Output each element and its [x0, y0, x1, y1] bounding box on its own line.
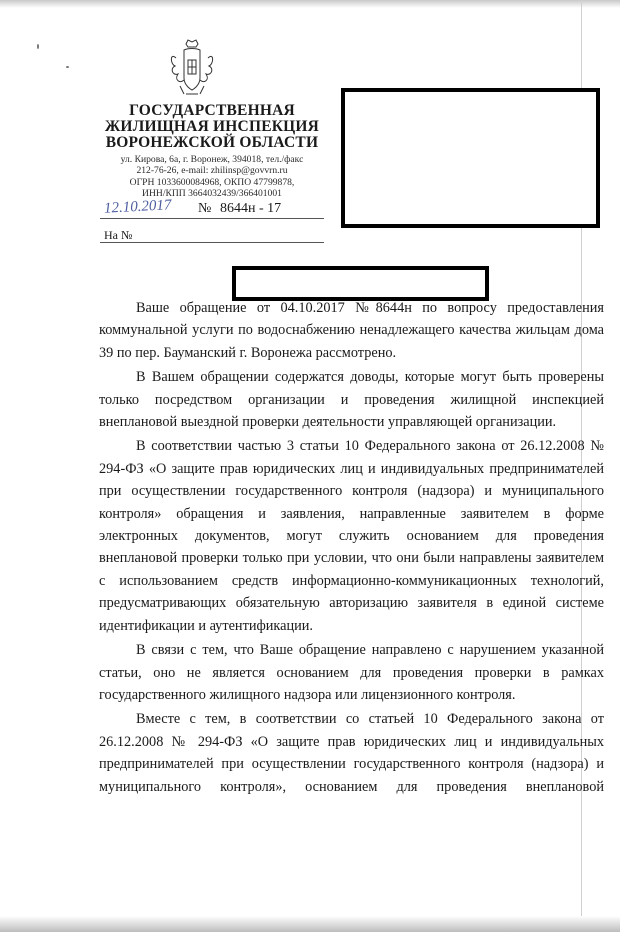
registration-number: 8644н - 17 [220, 201, 282, 216]
organization-name-line: ВОРОНЕЖСКОЙ ОБЛАСТИ [105, 134, 319, 151]
reply-to-label: На № [104, 228, 133, 242]
body-paragraph: В соответствии частью 3 статьи 10 Федерального закона от 26.12.2008 № 294-ФЗ «О защите прав юридических лиц и индивидуальных предпринимателей при осуществлении государственного контроля (надзора) и муниципального контроля» обращения и заявления, направленные заявителем в форме электронных документов, могут служить основанием для проведения внеплановой проверки только при условии, что они были направлены заявителем с использованием средств информационно-коммуникационных технологий, предусматривающих обязательную авторизацию заявителя в единой системе идентификации и аутентификации. [99, 438, 604, 634]
reply-to-line [100, 228, 324, 243]
ogrn-okpo-line: ОГРН 1033600084968, ОКПО 47799878, [129, 176, 295, 188]
scan-bottom-edge [0, 916, 620, 932]
redacted-salutation-block [232, 266, 489, 301]
scan-top-edge [0, 0, 620, 8]
handwritten-date: 12.10.2017 [103, 197, 172, 217]
registration-number-label: № [198, 201, 212, 216]
coat-of-arms-icon [166, 38, 218, 100]
phone-email-line: 212-76-26, e-mail: zhilinsp@govvrn.ru [136, 165, 288, 177]
registration-line [100, 197, 324, 219]
address-line: ул. Кирова, 6а, г. Воронеж, 394018, тел./факс [120, 154, 304, 165]
organization-name [92, 103, 332, 151]
body-paragraph: В Вашем обращении содержатся доводы, которые могут быть проверены только посредством организации и проведения жилищной инспекцией внеплановой выездной проверки деятельности управляющей организации. [99, 369, 604, 431]
scan-speck [37, 44, 39, 49]
organization-name-line: ЖИЛИЩНАЯ ИНСПЕКЦИЯ [104, 118, 320, 135]
inn-kpp-line: ИНН/КПП 3664032439/366401001 [142, 188, 282, 200]
redacted-recipient-block [341, 88, 600, 228]
body-paragraph: В связи с тем, что Ваше обращение направлено с нарушением указанной статьи, оно не является основанием для проведения проверки в рамках государственного жилищного надзора или лицензионного контроля. [99, 642, 604, 703]
organization-name-line: ГОСУДАРСТВЕННАЯ [129, 102, 295, 119]
scan-speck [66, 66, 69, 68]
body-paragraph: Ваше обращение от 04.10.2017 №8644н по вопросу предоставления коммунальной услуги по водоснабжению ненадлежащего качества жильцам дома 39 по пер. Бауманский г. Воронежа рассмотрено. [99, 300, 604, 361]
body-paragraph: Вместе с тем, в соответствии со статьей 10 Федерального закона от 26.12.2008 № 294-ФЗ «О защите прав юридических лиц и индивидуальных предпринимателей при осуществлении государственного контроля (надзора) и муниципального контроля», основанием для проведения внеплановой [99, 711, 604, 795]
letter-body [99, 297, 604, 800]
organization-contacts [102, 154, 322, 200]
